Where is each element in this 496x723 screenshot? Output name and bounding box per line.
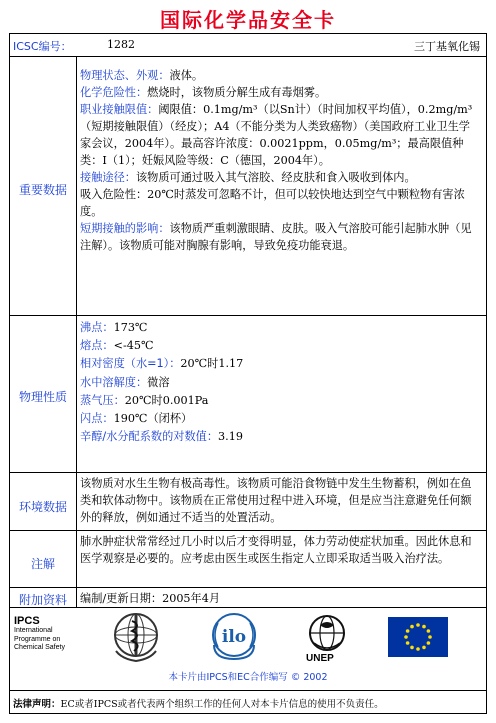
ipcs-logo: IPCS International Programme on Chemical Safety xyxy=(14,615,65,651)
important-data-label: 重要数据 xyxy=(18,183,67,197)
eu-star-icon xyxy=(404,635,408,639)
exposure-limits-item: 职业接触限值：阈限值：0.1mg/m³（以Sn计）（时间加权平均值），0.2mg/m³（短期接触限值）（经皮）；A4（不能分类为人类致癌物）（美国政府工业卫生学家会议，2004年）。最高容许浓度：0.0021ppm，0.05mg/m³；最高限值种类：I（1）；妊娠风险等级：C（德国，2004年）。 xyxy=(80,103,473,167)
eu-star-icon xyxy=(428,635,432,639)
boiling-point-item: 沸点：173℃ xyxy=(80,321,148,334)
icsc-code-value: 1282 xyxy=(107,38,135,51)
additional-info-content: 编制/更新日期：2005年4月 xyxy=(80,592,221,605)
physical-properties-label: 物理性质 xyxy=(18,390,67,404)
disclaimer-label: 法律声明： xyxy=(13,699,61,710)
log-kow-item: 辛醇/水分配系数的对数值：3.19 xyxy=(80,430,243,444)
flash-point-item: 闪点：190℃（闭杯） xyxy=(80,412,193,426)
additional-info-label: 附加资料 xyxy=(18,593,67,607)
relative-density-item: 相对密度（水=1）：20℃时1.17 xyxy=(80,357,244,371)
eu-star-icon xyxy=(416,647,420,651)
credit-line: 本卡片由IPCS和EC合作编写 © 2002 xyxy=(168,672,328,683)
eu-star-icon xyxy=(410,646,414,650)
exposure-route-item: 接触途径：该物质可通过吸入其气溶胶、经皮肤和食入吸收到体内。 xyxy=(80,171,416,184)
short-term-effects-item: 短期接触的影响：该物质严重刺激眼睛、皮肤。吸入气溶胶可能引起肺水肿（见注解）。该物质可能对胸腺有影响，导致免疫功能衰退。 xyxy=(80,222,472,252)
eu-star-icon xyxy=(427,629,431,633)
melting-point-item: 熔点：<-45℃ xyxy=(80,339,154,353)
eu-star-icon xyxy=(406,641,410,645)
svg-text:ilo: ilo xyxy=(221,627,247,647)
chemical-name: 三丁基氧化锡 xyxy=(414,40,480,53)
disclaimer-text: EC或者IPCS或者代表两个组织工作的任何人对本卡片信息的使用不负责任。 xyxy=(60,699,384,710)
physical-properties-content xyxy=(80,319,478,446)
icsc-code-label: ICSC编号： xyxy=(13,40,72,53)
physical-state-item: 物理状态、外观：液体。 xyxy=(80,69,204,82)
eu-star-icon xyxy=(427,641,431,645)
eu-flag-icon xyxy=(388,617,448,657)
card-title: 国际化学品安全卡 xyxy=(160,8,336,32)
logo-strip xyxy=(10,607,486,685)
eu-star-icon xyxy=(410,625,414,629)
safety-card xyxy=(9,33,487,714)
eu-star-icon xyxy=(406,629,410,633)
important-data-content xyxy=(80,67,478,254)
vapor-pressure-item: 蒸气压：20℃时0.001Pa xyxy=(80,393,209,407)
who-emblem-icon xyxy=(112,611,160,663)
notes-label: 注解 xyxy=(30,557,55,571)
notes-content: 肺水肿症状常常经过几小时以后才变得明显，体力劳动使症状加重。因此休息和医学观察是必要的。应考虑由医生或医生指定人立即采取适当吸入治疗法。 xyxy=(80,535,472,565)
eu-star-icon xyxy=(422,625,426,629)
legal-disclaimer xyxy=(13,696,384,710)
card-header xyxy=(10,34,486,56)
environmental-data-label: 环境数据 xyxy=(18,500,67,514)
water-solubility-item: 水中溶解度：微溶 xyxy=(80,375,170,389)
ilo-emblem-icon xyxy=(210,611,258,663)
inhalation-risk-item: 吸入危险性：20℃时蒸发可忽略不计，但可以较快地达到空气中颗粒物有害浓度。 xyxy=(80,188,465,218)
unep-label: UNEP xyxy=(306,653,334,664)
eu-star-icon xyxy=(422,646,426,650)
eu-star-icon xyxy=(416,623,420,627)
chemical-hazard-item: 化学危险性：燃烧时，该物质分解生成有毒烟雾。 xyxy=(80,86,327,99)
environmental-data-content: 该物质对水生生物有极高毒性。该物质可能沿食物链中发生生物蓄积，例如在鱼类和软体动物中。该物质在正常使用过程中进入环境，但是应当注意避免任何额外的释放，例如通过不适当的处置活动。 xyxy=(80,477,472,524)
